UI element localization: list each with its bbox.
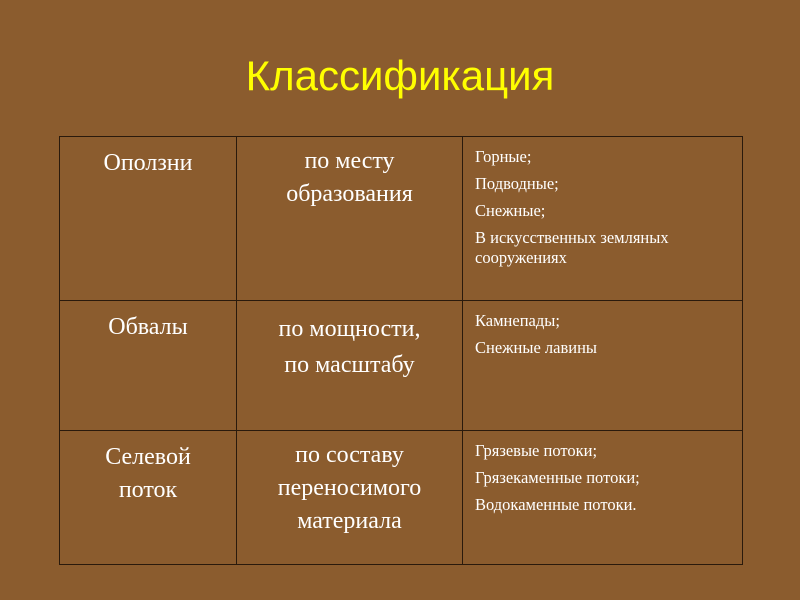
kind-item: Снежные; [475, 201, 546, 220]
kind-item: Камнепады; [475, 311, 560, 330]
basis-cell [237, 137, 463, 301]
kind-item: В искусственных земляных сооружениях [475, 228, 669, 267]
basis-line: по мощности, [278, 316, 421, 342]
table-row-rockfalls [60, 301, 743, 431]
kind-item: Подводные; [475, 174, 559, 193]
classification-table [59, 136, 743, 565]
basis-cell [237, 431, 463, 565]
basis-line: по месту [304, 148, 395, 174]
type-label: Селевой [105, 444, 191, 470]
basis-line: по составу [295, 442, 404, 468]
kinds-cell [463, 301, 743, 431]
kind-item: Грязевые потоки; [475, 441, 598, 460]
kinds-cell [463, 137, 743, 301]
table-row-mudflow [60, 431, 743, 565]
kind-item: Водокаменные потоки. [475, 495, 637, 514]
basis-cell [237, 301, 463, 431]
type-cell [60, 137, 237, 301]
basis-line: переносимого [277, 475, 422, 501]
basis-line: по масштабу [284, 352, 415, 378]
type-label: Оползни [103, 150, 193, 176]
type-label: Обвалы [108, 314, 188, 340]
kind-item: Горные; [475, 147, 532, 166]
kinds-cell [463, 431, 743, 565]
table-row-landslides [60, 137, 743, 301]
kind-item: Снежные лавины [475, 338, 598, 357]
slide-title: Классификация [245, 52, 555, 99]
type-cell [60, 301, 237, 431]
basis-line: образования [286, 181, 413, 207]
type-cell [60, 431, 237, 565]
type-label: поток [118, 477, 178, 503]
basis-line: материала [297, 508, 402, 534]
kind-item: Грязекаменные потоки; [475, 468, 640, 487]
